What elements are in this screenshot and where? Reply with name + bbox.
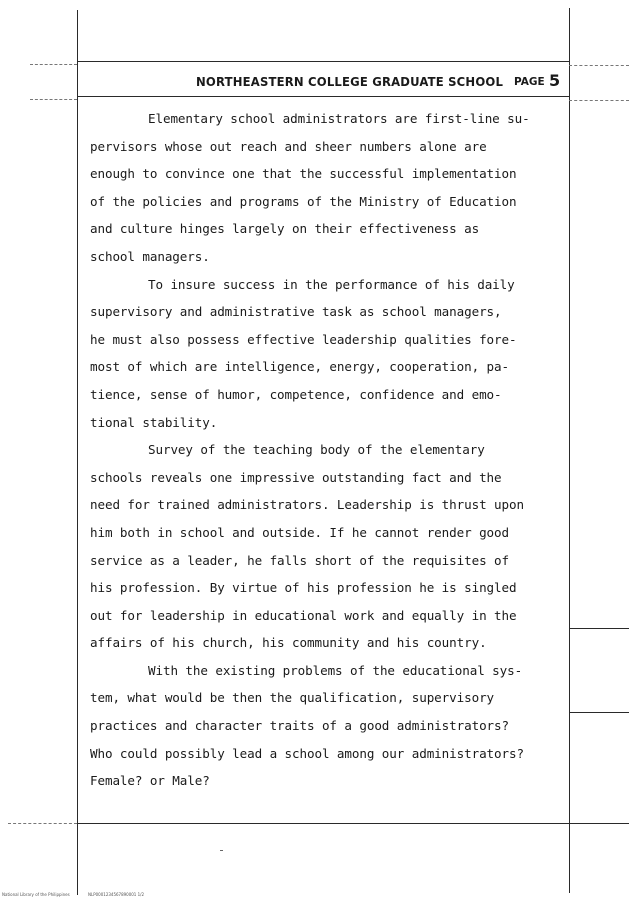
left-top-dash bbox=[30, 64, 77, 65]
text-line: enough to convince one that the successful implementation bbox=[90, 166, 517, 182]
text-line: school managers. bbox=[90, 248, 210, 264]
right-rule-c bbox=[569, 823, 629, 824]
text-line: out for leadership in educational work and equally in the bbox=[90, 607, 517, 623]
header-bottom-rule bbox=[77, 96, 569, 97]
text-line: Survey of the teaching body of the elementary bbox=[148, 442, 485, 458]
text-line: him both in school and outside. If he cannot render good bbox=[90, 524, 509, 540]
stray-mark bbox=[220, 850, 223, 851]
page-label: PAGE bbox=[514, 76, 545, 88]
text-line: Who could possibly lead a school among our administrators? bbox=[90, 745, 524, 761]
left-margin-rule bbox=[77, 10, 78, 895]
text-line: schools reveals one impressive outstanding fact and the bbox=[90, 469, 502, 485]
right-top-dash bbox=[569, 65, 629, 66]
text-line: need for trained administrators. Leadership is thrust upon bbox=[90, 497, 524, 513]
text-line: With the existing problems of the educational sys- bbox=[148, 662, 523, 678]
text-line: his profession. By virtue of his profession he is singled bbox=[90, 580, 517, 596]
text-line: and culture hinges largely on their effectiveness as bbox=[90, 221, 480, 237]
text-line: supervisory and administrative task as school managers, bbox=[90, 304, 502, 320]
text-line: tience, sense of humor, competence, confidence and emo- bbox=[90, 386, 502, 402]
text-line: Elementary school administrators are first-line su- bbox=[148, 111, 530, 126]
text-line: To insure success in the performance of his daily bbox=[148, 276, 515, 292]
text-line: Female? or Male? bbox=[90, 773, 210, 789]
header-top-rule bbox=[77, 61, 569, 62]
text-line: he must also possess effective leadership qualities fore- bbox=[90, 331, 517, 347]
school-title: NORTHEASTERN COLLEGE GRADUATE SCHOOL bbox=[196, 74, 504, 89]
body-text bbox=[90, 105, 580, 795]
library-note: National Library of the Philippines bbox=[2, 892, 70, 897]
left-bottom-dash bbox=[8, 823, 77, 824]
right-mid-dash bbox=[569, 100, 629, 101]
text-line: pervisors whose out reach and sheer numbers alone are bbox=[90, 138, 487, 154]
left-mid-dash bbox=[30, 99, 77, 100]
text-line: tem, what would be then the qualification, supervisory bbox=[90, 690, 495, 706]
scan-id: NLP0001234567890001 1/2 bbox=[88, 892, 145, 897]
text-line: tional stability. bbox=[90, 414, 218, 430]
text-line: service as a leader, he falls short of the requisites of bbox=[90, 552, 509, 568]
page-number: 5 bbox=[549, 71, 561, 90]
text-line: practices and character traits of a good administrators? bbox=[90, 718, 509, 734]
footer-rule bbox=[77, 823, 569, 824]
text-line: affairs of his church, his community and his country. bbox=[90, 635, 487, 651]
text-line: of the policies and programs of the Ministry of Education bbox=[90, 193, 517, 209]
text-line: most of which are intelligence, energy, cooperation, pa- bbox=[90, 359, 509, 375]
